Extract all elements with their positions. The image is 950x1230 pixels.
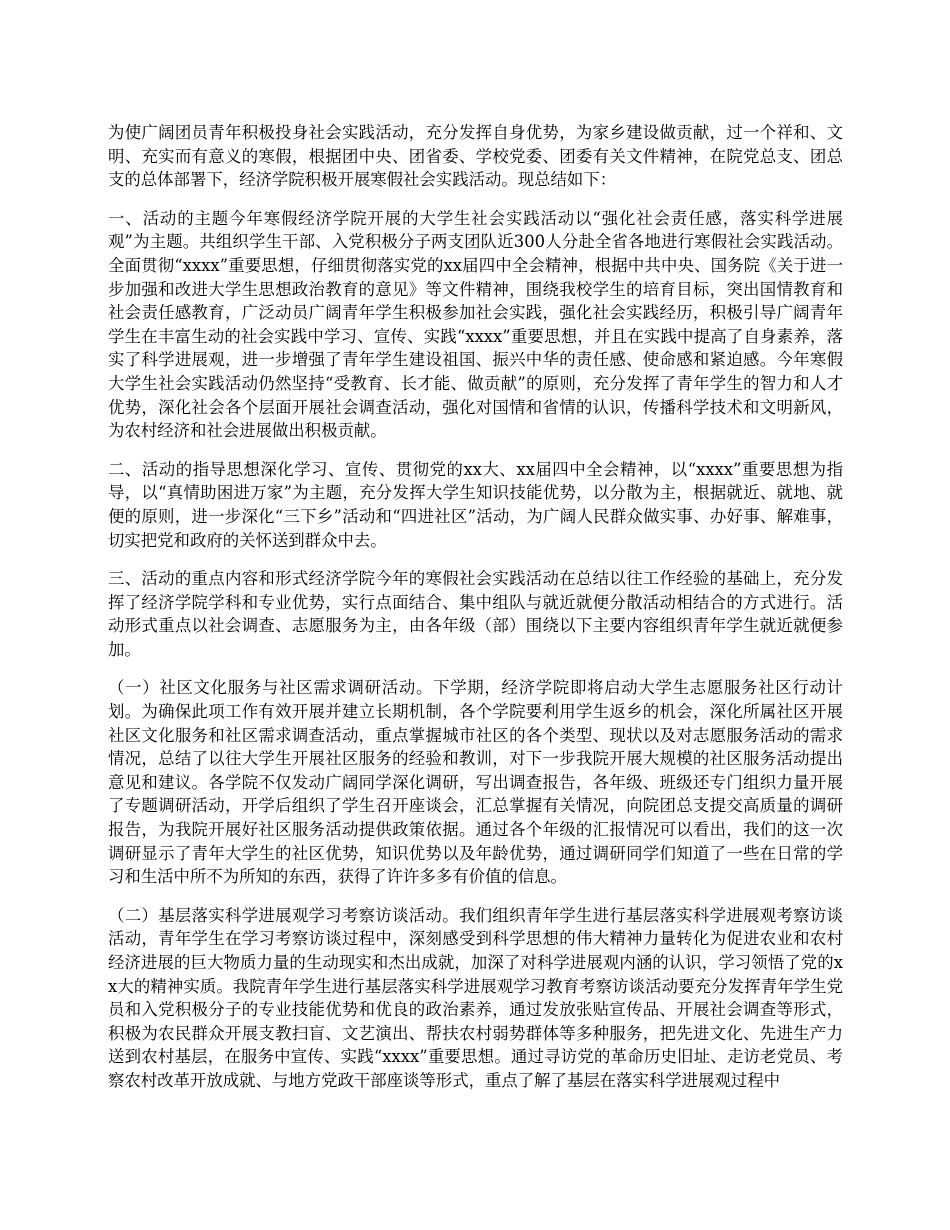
paragraph-section-2-guiding-thought: 二、活动的指导思想深化学习、宣传、贯彻党的xx大、xx届四中全会精神，以“xxxx”重要思想为指导，以“真情助困进万家”为主题，充分发挥大学生知识技能优势，以分散为主，根据就近、就地、就便的原则，进一步深化“三下乡”活动和“四进社区”活动，为广阔人民群众做实事、办好事、解难事，切实把党和政府的关怀送到群众中去。	[108, 459, 843, 550]
paragraph-intro: 为使广阔团员青年积极投身社会实践活动，充分发挥自身优势，为家乡建设做贡献，过一个祥和、文明、充实而有意义的寒假，根据团中央、团省委、学校党委、团委有关文件精神，在院党总支、团总支的总体部署下，经济学院积极开展寒假社会实践活动。现总结如下：	[108, 123, 843, 190]
paragraph-section-1-theme: 一、活动的主题今年寒假经济学院开展的大学生社会实践活动以“强化社会责任感，落实科学进展观”为主题。共组织学生干部、入党积极分子两支团队近300人分赴全省各地进行寒假社会实践活动。全面贯彻“xxxx”重要思想，仔细贯彻落实党的xx届四中全会精神，根据中共中央、国务院《关于进一步加强和改进大学生思想政治教育的意见》等文件精神，围绕我校学生的培育目标，突出国情教育和社会责任感教育，广泛动员广阔青年学生积极参加社会实践，强化社会实践经历，积极引导广阔青年学生在丰富生动的社会实践中学习、宣传、实践“xxxx”重要思想，并且在实践中提高了自身素养，落实了科学进展观，进一步增强了青年学生建设祖国、振兴中华的责任感、使命感和紧迫感。今年寒假大学生社会实践活动仍然坚持“受教育、长才能、做贡献”的原则，充分发挥了青年学生的智力和人才优势，深化社会各个层面开展社会调查活动，强化对国情和省情的认识，传播科学技术和文明新风，为农村经济和社会进展做出积极贡献。	[108, 208, 843, 441]
paragraph-section-3-content-form: 三、活动的重点内容和形式经济学院今年的寒假社会实践活动在总结以往工作经验的基础上，充分发挥了经济学院学科和专业优势，实行点面结合、集中组队与就近就便分散活动相结合的方式进行。活动形式重点以社会调查、志愿服务为主，由各年级（部）围绕以下主要内容组织青年学生就近就便参加。	[108, 569, 843, 659]
paragraph-subsection-1-community: （一）社区文化服务与社区需求调研活动。下学期，经济学院即将启动大学生志愿服务社区行动计划。为确保此项工作有效开展并建立长期机制，各个学院要利用学生返乡的机会，深化所属社区开展社区文化服务和社区需求调查活动，重点掌握城市社区的各个类型、现状以及对志愿服务活动的需求情况，总结了以往大学生开展社区服务的经验和教训，对下一步我院开展大规模的社区服务活动提出意见和建议。各学院不仅发动广阔同学深化调研，写出调查报告，各年级、班级还专门组织力量开展了专题调研活动，开学后组织了学生召开座谈会，汇总掌握有关情况，向院团总支提交高质量的调研报告，为我院开展好社区服务活动提供政策依据。通过各个年级的汇报情况可以看出，我们的这一次调研显示了青年大学生的社区优势，知识优势以及年龄优势，通过调研同学们知道了一些在日常的学习和生活中所不为所知的东西，获得了许许多多有价值的信息。	[108, 678, 843, 887]
paragraph-subsection-2-grassroots: （二）基层落实科学进展观学习考察访谈活动。我们组织青年学生进行基层落实科学进展观考察访谈活动，青年学生在学习考察访谈过程中，深刻感受到科学思想的伟大精神力量转化为促进农业和农村经济进展的巨大物质力量的生动现实和杰出成就，加深了对科学进展观内涵的认识，学习领悟了党的xx大的精神实质。我院青年学生进行基层落实科学进展观学习教育考察访谈活动要充分发挥青年学生党员和入党积极分子的专业技能优势和优良的政治素养，通过发放张贴宣传品、开展社会调查等形式，积极为农民群众开展支教扫盲、文艺演出、帮扶农村弱势群体等多种服务，把先进文化、先进生产力送到农村基层，在服务中宣传、实践“xxxx”重要思想。通过寻访党的革命历史旧址、走访老党员、考察农村改革开放成就、与地方党政干部座谈等形式，重点了解了基层在落实科学进展观过程中	[108, 905, 843, 1090]
document-body	[108, 121, 843, 1108]
